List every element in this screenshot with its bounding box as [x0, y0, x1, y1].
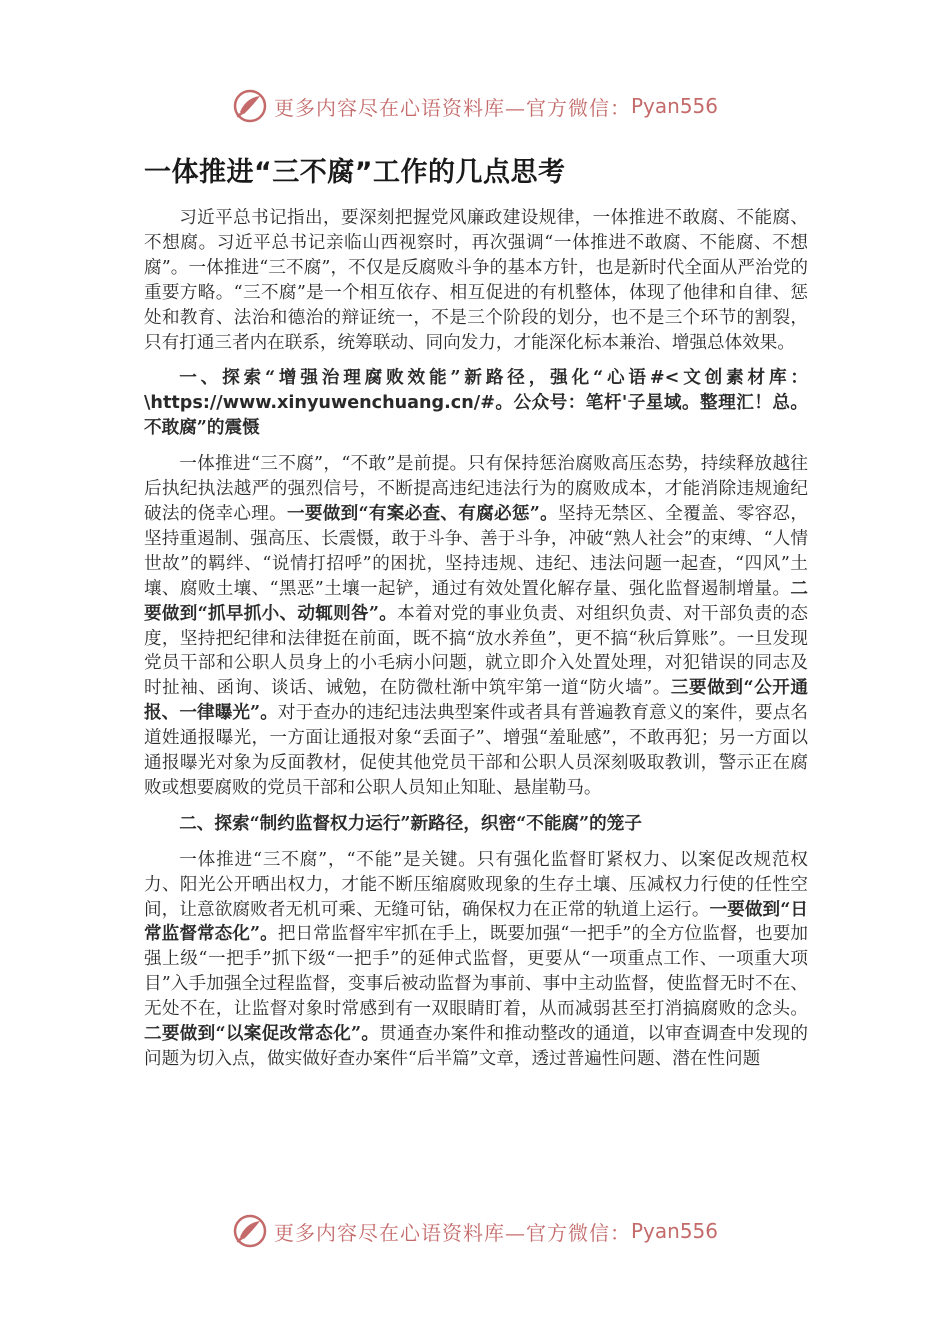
- paragraph-section-1: [144, 452, 808, 801]
- section-heading-2: 二、探索“制约监督权力运行”新路径，织密“不能腐”的笼子: [179, 812, 642, 834]
- watermark-id: Pyan556: [630, 1219, 718, 1243]
- text-run: 把日常监督牢牢抓在手上，既要加强“一把手”的全方位监督，也要加强上级“一把手”抓下级“一把手”的延伸式监督，更要从“一项重点工作、一项重大项目”入手加强全过程监督，变事后被动监督为事前、事中主动监督，使监督无时不在、无处不在，让监督对象时常感到有一双眼睛盯着，从而减弱甚至打消搞腐败的念头。: [144, 924, 808, 1020]
- watermark-text: 更多内容尽在心语资料库—官方微信：: [273, 1220, 631, 1245]
- section-heading-1-part-a: 一、探索“增强治理腐败效能”新路径，强化“心语#<文创素材库：: [179, 367, 808, 389]
- paragraph-intro: 习近平总书记指出，要深刻把握党风廉政建设规律，一体推进不敢腐、不能腐、不想腐。习近平总书记亲临山西视察时，再次强调“一体推进不敢腐、不能腐、不想腐”。一体推进“三不腐”，不仅是反腐败斗争的基本方针，也是新时代全面从严治党的重要方略。“三不腐”是一个相互依存、相互促进的有机整体，体现了他律和自律、惩处和教育、法治和德治的辩证统一，不是三个阶段的划分，也不是三个环节的割裂，只有打通三者内在联系，统筹联动、同向发力，才能深化标本兼治、增强总体效果。: [144, 208, 808, 353]
- emphasis-run: 三要做到“公开通报、一律曝光”。: [144, 677, 809, 724]
- watermark-footer: [0, 1209, 950, 1253]
- text-run: 本着对党的事业负责、对组织负责、对干部负责的态度，坚持把纪律和法律挺在前面，既不搞“放水养鱼”，更不搞“秋后算账”。一旦发现党员干部和公职人员身上的小毛病小问题，就立即介入处置处理，对犯错误的同志及时扯袖、函询、谈话、诫勉，在防微杜渐中筑牢第一道“防火墙”。: [144, 603, 808, 699]
- text-run: 一体推进“三不腐”，“不敢”是前提。只有保持惩治腐败高压态势，持续释放越往后执纪执法越严的强烈信号，不断提高违纪违法行为的腐败成本，才能消除违规逾纪破法的侥幸心理。: [144, 454, 808, 524]
- text-run: 贯通查办案件和推动整改的通道，以审查调查中发现的问题为切入点，做实做好查办案件“后半篇”文章，透过普遍性问题、潜在性问题: [144, 1024, 808, 1069]
- watermark-header: [0, 84, 950, 128]
- document-title: 一体推进“三不腐”工作的几点思考: [144, 157, 566, 188]
- paragraph-section-2: [144, 848, 808, 1072]
- emphasis-run: 二要做到“抓早抓小、动辄则咎”。: [144, 577, 808, 624]
- text-run: 一体推进“三不腐”，“不能”是关键。只有强化监督盯紧权力、以案促改规范权力、阳光公开晒出权力，才能不断压缩腐败现象的生存土壤、压减权力行使的任性空间，让意欲腐败者无机可乘、无缝可钻，确保权力在正常的轨道上运行。: [144, 849, 808, 920]
- watermark-id: Pyan556: [630, 94, 718, 118]
- text-run: 坚持无禁区、全覆盖、零容忍，坚持重遏制、强高压、长震慑，敢于斗争、善于斗争，冲破“熟人社会”的束缚、“人情世故”的羁绊、“说情打招呼”的困扰，坚持违规、违纪、违法问题一起查，“四风”土壤、腐败土壤、“黑恶”土壤一起铲，通过有效处置化解存量、强化监督遏制增量。: [144, 503, 808, 599]
- text-run: 对于查办的违纪违法典型案件或者具有普遍教育意义的案件，要点名道姓通报曝光，一方面让通报对象“丢面子”、增强“羞耻感”，不敢再犯；另一方面以通报曝光对象为反面教材，促使其他党员干部和公职人员深刻吸取教训，警示正在腐败或想要腐败的党员干部和公职人员知止知耻、悬崖勒马。: [144, 703, 808, 798]
- emphasis-run: 一要做到“有案必查、有腐必惩”。: [287, 502, 559, 524]
- section-heading-1: [144, 366, 808, 441]
- section-heading-1-part-b: 。公众号：笔杆'子星域。整理汇！总。不敢腐”的震慑: [144, 392, 808, 439]
- seal-logo-icon: [232, 88, 268, 124]
- emphasis-run: 一要做到“日常监督常态化”。: [144, 898, 808, 945]
- seal-logo-icon: [232, 1213, 268, 1249]
- document-body: [144, 206, 808, 1083]
- emphasis-run: 二要做到“以案促改常态化”。: [144, 1023, 380, 1045]
- section-heading-1-url: \https://www.xinyuwenchuang.cn/#: [144, 393, 495, 414]
- watermark-text: 更多内容尽在心语资料库—官方微信：: [273, 95, 631, 120]
